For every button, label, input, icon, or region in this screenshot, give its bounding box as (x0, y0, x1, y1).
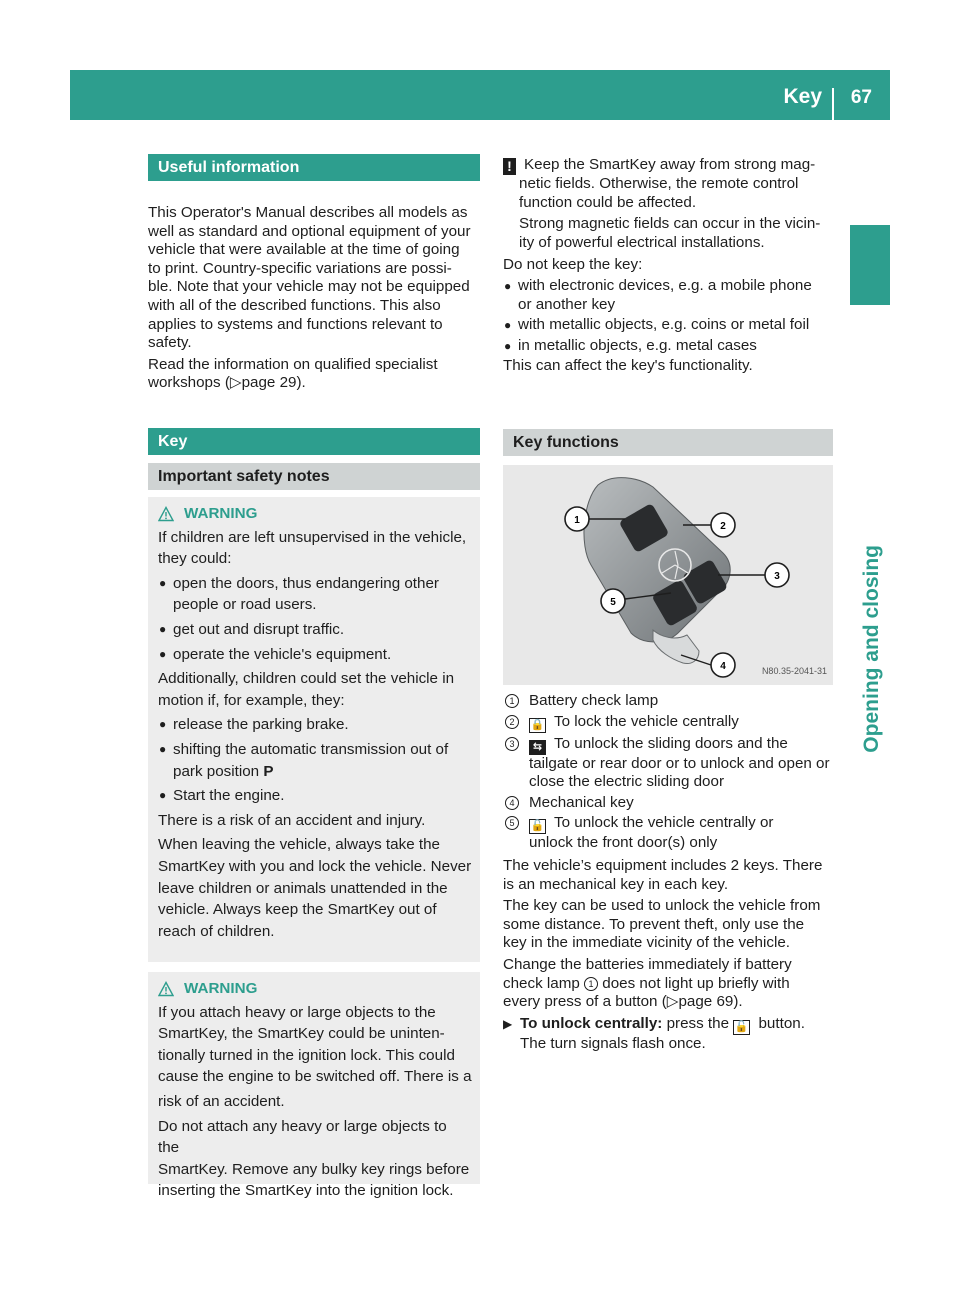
text-line: Do not attach any heavy or large objects to the (158, 1117, 447, 1157)
list-item: ● open the doors, thus endangering other people or road users. (158, 573, 472, 616)
legend-item (503, 713, 833, 733)
text-line: ity of powerful electrical installations. (519, 233, 765, 251)
chapter-label (858, 545, 888, 753)
text-line: shifting the automatic transmission out of (173, 740, 449, 758)
smartkey-figure (503, 465, 833, 685)
ref-page: page 69). (678, 993, 743, 1011)
text-line: unlock the front door(s) only (529, 834, 718, 852)
text-line: does not light up briefly with (598, 974, 790, 992)
text-line (529, 814, 833, 834)
callout-label: 1 (574, 515, 580, 526)
list-item: ● get out and disrupt traffic. (158, 619, 472, 641)
text-line: with electronic devices, e.g. a mobile phone (518, 276, 812, 294)
safety-notes-heading: Important safety notes (148, 463, 480, 490)
caution-note (503, 156, 833, 376)
text-line: open the doors, thus endangering other (173, 574, 439, 592)
text-line: cause the engine to be switched off. There is a (158, 1068, 472, 1086)
text-line: tailgate or rear door or to unlock and open or (529, 754, 830, 772)
text-line: function could be affected. (519, 193, 697, 211)
text-line: Read the information on qualified specialist (148, 355, 438, 373)
text-line: This Operator's Manual describes all models as (148, 204, 468, 221)
warning-header (158, 978, 472, 1000)
callout-2 (711, 513, 735, 537)
instruction-label: To unlock centrally: (520, 1014, 663, 1032)
text-line: or another key (518, 295, 616, 313)
page-reference[interactable] (503, 993, 833, 1012)
text-line: with metallic objects, e.g. coins or metal foil (518, 316, 810, 334)
legend-number: 1 (505, 694, 519, 708)
text-line: Strong magnetic fields can occur in the vicin- (519, 215, 821, 233)
text-line: vehicle that were available at the time of going (148, 241, 460, 259)
text-line: If children are left unsupervised in the vehicle, (158, 528, 467, 546)
smartkey-illustration (503, 465, 833, 685)
text-line: To lock the vehicle centrally (554, 712, 739, 730)
text-line: vehicle. Always keep the SmartKey out of (158, 901, 437, 919)
text-line: some distance. To prevent theft, only use the (503, 915, 805, 933)
legend-item (503, 692, 833, 711)
callout-5 (601, 589, 625, 613)
legend-number: 5 (505, 816, 519, 830)
text-line (503, 156, 833, 175)
text-line: reach of children. (158, 922, 275, 940)
text-line: tionally turned in the ignition lock. This could (158, 1046, 455, 1064)
page-number: 67 (850, 87, 872, 108)
callout-3 (765, 563, 789, 587)
legend-number: 2 (505, 715, 519, 729)
text-line: close the electric sliding door (529, 773, 725, 791)
text-line: motion if, for example, they: (158, 691, 345, 709)
text-line: people or road users. (173, 596, 317, 614)
callout-label: 3 (774, 571, 780, 582)
callout-label: 4 (720, 661, 726, 672)
figure-legend (503, 692, 833, 1053)
page-ref-arrow-icon: ▷ (666, 993, 679, 1011)
callout-1 (565, 507, 589, 531)
text-line: SmartKey, the SmartKey could be uninten- (158, 1025, 445, 1043)
text-line (520, 1015, 833, 1035)
warning-label: WARNING (184, 505, 258, 522)
callout-4 (711, 653, 735, 677)
list-item: ● shifting the automatic transmission out of park position P (158, 739, 472, 782)
text-line: operate the vehicle's equipment. (173, 645, 392, 663)
text-line: The key can be used to unlock the vehicle from (503, 897, 821, 915)
warning-label: WARNING (184, 980, 258, 997)
useful-info-heading: Useful information (148, 154, 480, 181)
text-line: Start the engine. (173, 787, 285, 805)
text-line (503, 975, 833, 994)
text-line: This can affect the key's functionality. (503, 357, 753, 375)
text-line: check lamp (503, 974, 585, 992)
text-line: well as standard and optional equipment of your (148, 222, 471, 240)
equipment-paragraph (503, 857, 833, 894)
text-line: The turn signals flash once. (520, 1034, 706, 1052)
header-divider (832, 88, 834, 120)
list-item: ● with metallic objects, e.g. coins or metal foil (503, 316, 833, 335)
text-line: Change the batteries immediately if battery (503, 955, 792, 973)
caution-icon: ! (503, 158, 516, 175)
useful-info-text (148, 204, 480, 393)
warning-box-key-objects (148, 972, 480, 1200)
text-line: Mechanical key (529, 793, 634, 811)
text-line: There is a risk of an accident and injury. (158, 811, 426, 829)
text-line: To unlock the vehicle centrally or (554, 814, 774, 832)
text-line: Battery check lamp (529, 692, 659, 709)
text-line (529, 735, 833, 755)
park-position-label: P (263, 762, 274, 780)
text-line: button. (754, 1014, 805, 1032)
legend-number: 3 (505, 737, 519, 751)
key-heading: Key (148, 428, 480, 455)
warning-header (158, 503, 472, 525)
list-item: ● in metallic objects, e.g. metal cases (503, 337, 833, 356)
text-line: safety. (148, 334, 192, 352)
text-line (173, 761, 472, 783)
inline-callout-number: 1 (584, 977, 598, 991)
key-functions-heading: Key functions (503, 429, 833, 456)
text-line: press the (662, 1014, 734, 1032)
text-line: If you attach heavy or large objects to the (158, 1003, 436, 1021)
chapter-tab (850, 225, 890, 305)
text-line: netic fields. Otherwise, the remote control (519, 175, 799, 192)
ref-page: page 29). (241, 374, 306, 392)
text-line (529, 713, 833, 733)
text-line: release the parking brake. (173, 716, 349, 734)
text-line: inserting the SmartKey into the ignition lock. (158, 1182, 454, 1200)
text-line: park position (173, 762, 264, 780)
list-item: ● operate the vehicle's equipment. (158, 644, 472, 666)
text-line: key in the immediate vicinity of the vehicle. (503, 934, 791, 952)
text-line: in metallic objects, e.g. metal cases (518, 336, 757, 354)
text-line: risk of an accident. (158, 1092, 285, 1110)
legend-number: 4 (505, 796, 519, 810)
list-item: ● Start the engine. (158, 785, 472, 807)
text-line: To unlock the sliding doors and the (554, 734, 788, 752)
text-line: Additionally, children could set the vehicle in (158, 670, 455, 688)
unlock-instruction (503, 1015, 833, 1054)
lock-icon: 🔒 (530, 718, 545, 731)
callout-label: 5 (610, 597, 616, 608)
unlock-button-icon: 🔓 (734, 1020, 749, 1033)
page-ref-arrow-icon: ▷ (229, 374, 242, 392)
text-line: When leaving the vehicle, always take the (158, 836, 440, 854)
sliding-door-icon: ⇆ (529, 740, 546, 755)
ref-text: workshops ( (148, 374, 230, 392)
warning-box-children (148, 497, 480, 962)
ref-text: every press of a button ( (503, 993, 667, 1011)
text-line: leave children or animals unattended in the (158, 879, 448, 897)
legend-item (503, 794, 833, 813)
text-line: they could: (158, 550, 232, 568)
list-item: ● with electronic devices, e.g. a mobile phone or another key (503, 277, 833, 314)
list-item: ● release the parking brake. (158, 714, 472, 736)
text-line: Keep the SmartKey away from strong mag- (524, 156, 816, 173)
text-line: ble. Note that your vehicle may not be equipped (148, 278, 470, 296)
text-line: SmartKey with you and lock the vehicle. Never (158, 857, 472, 875)
battery-paragraph (503, 956, 833, 1012)
text-line: get out and disrupt traffic. (173, 620, 345, 638)
header-bar (70, 70, 890, 120)
callout-label: 2 (720, 521, 726, 532)
text-line: Do not keep the key: (503, 256, 643, 274)
distance-paragraph (503, 897, 833, 953)
text-line: The vehicle’s equipment includes 2 keys. There (503, 856, 823, 874)
text-line: applies to systems and functions relevant to (148, 315, 443, 333)
text-line: is an mechanical key in each key. (503, 875, 729, 893)
unlock-icon: 🔓 (530, 820, 545, 833)
header-title: Key (783, 85, 822, 108)
page-reference[interactable] (148, 374, 480, 393)
instruction-arrow-icon: ▶ (503, 1016, 513, 1031)
text-line: to print. Country-specific variations are possi- (148, 259, 452, 277)
text-line: with all of the described functions. This also (148, 296, 441, 314)
warning-triangle-icon (158, 506, 174, 522)
text-line: SmartKey. Remove any bulky key rings before (158, 1160, 470, 1178)
legend-item (503, 814, 833, 853)
chapter-label-text: Opening and closing (860, 545, 883, 753)
warning-triangle-icon (158, 981, 174, 997)
legend-item (503, 735, 833, 792)
figure-reference: N80.35-2041-31 (761, 666, 827, 677)
